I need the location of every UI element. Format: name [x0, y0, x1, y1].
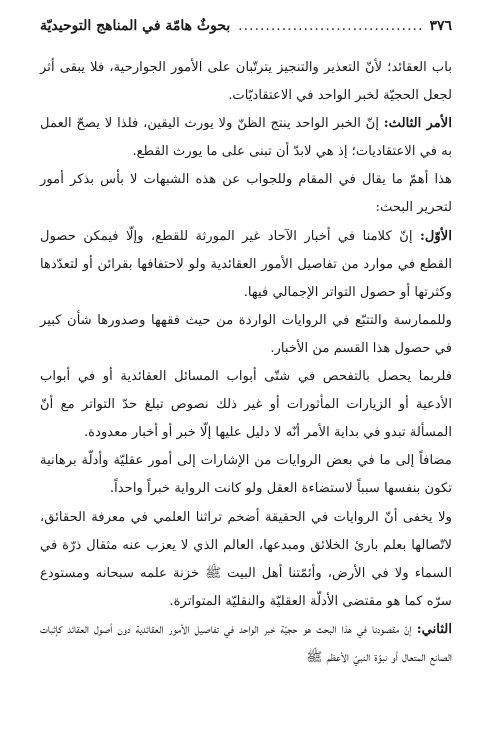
paragraph: وللممارسة والتتبّع في الروايات الواردة من حيث فقهها وصدورها شأن كبير في حصول هذا القسم من الأخبار.: [40, 312, 452, 356]
paragraph: باب العقائد؛ لأنّ التعذير والتنجيز يترتّبان على الأمور الجوارحية، فلا يبقى أثر لجعل الحجيّة لخبر الواحد في الاعتقاديّات.: [40, 60, 452, 104]
page-body: [40, 54, 452, 672]
page-header: [40, 18, 452, 34]
header-dot-leader: [236, 18, 423, 34]
paragraph: الأوّل: إنّ كلامنا في أخبار الآحاد غير المورثة للقطع، وإلّا فيمكن حصول القطع في موارد من تفاصيل الأمور العقائدية ولو لاحتفافها بقرائن أو لتعدّدها وكثرتها أو حصول التواتر الإجمالي فيها.: [40, 228, 452, 300]
paragraph: ولا يخفى أنّ الروايات في الحقيقة أضخم تراثنا العلمي في معرفة الحقائق، لاتّصالها بعلم بارئ الخلائق ومبدعها، العالم الذي لا يعزب عنه مثقال ذرّة في السماء ولا في الأرض، وأئمّتنا أهل البيت ﷺ خزنة علمه سبحانه ومستودع سرّه كما هو مقتضى الأدلّة العقليّة والنقليّة المتواترة.: [40, 509, 452, 609]
point-heading: الثاني:: [416, 621, 452, 637]
paragraph: هذا أهمّ ما يقال في المقام وللجواب عن هذه الشبهات لا بأس بذكر أمور لتحرير البحث:: [40, 172, 452, 216]
point-heading: الأمر الثالث:: [383, 116, 452, 132]
paragraph: مضافاً إلى ما في بعض الروايات من الإشارات إلى أمور عقليّة وأدلّة برهانية تكون بنفسها سبباً لاستضاءة العقل ولو كانت الرواية خبراً واحداً.: [40, 453, 452, 497]
running-title: بحوثٌ هامّة في المناهج التوحيديّة: [40, 18, 231, 34]
paragraph: فلربما يحصل بالتفحص في شتّى أبواب المسائل العقائدية أو في أبواب الأدعية أو الزيارات المأثورات أو غير ذلك نصوص تبلغ حدّ التواتر مع أنّ المسألة تبدو في بداية الأمر أنّه لا دليل عليها إلّا خبر أو أخبار معدودة.: [40, 369, 452, 441]
page-number: ٣٧٦: [429, 18, 452, 34]
paragraph: الأمر الثالث: إنّ الخبر الواحد ينتج الظنّ ولا يورث اليقين، فلذا لا يصحّ العمل به في الاعتقاديات؛ إذ هي لابدّ أن تبنى على ما يورث القطع.: [40, 116, 452, 160]
paragraph: الثاني: إنّ مقصودنا في هذا البحث هو حجيّة خبر الواحد في تفاصيل الأمور العقائدية دون أصول العقائد كإثبات الصانع المتعال أو نبوّة النبيّ الأعظم ﷺ: [40, 621, 452, 665]
point-heading: الأوّل:: [419, 228, 452, 244]
